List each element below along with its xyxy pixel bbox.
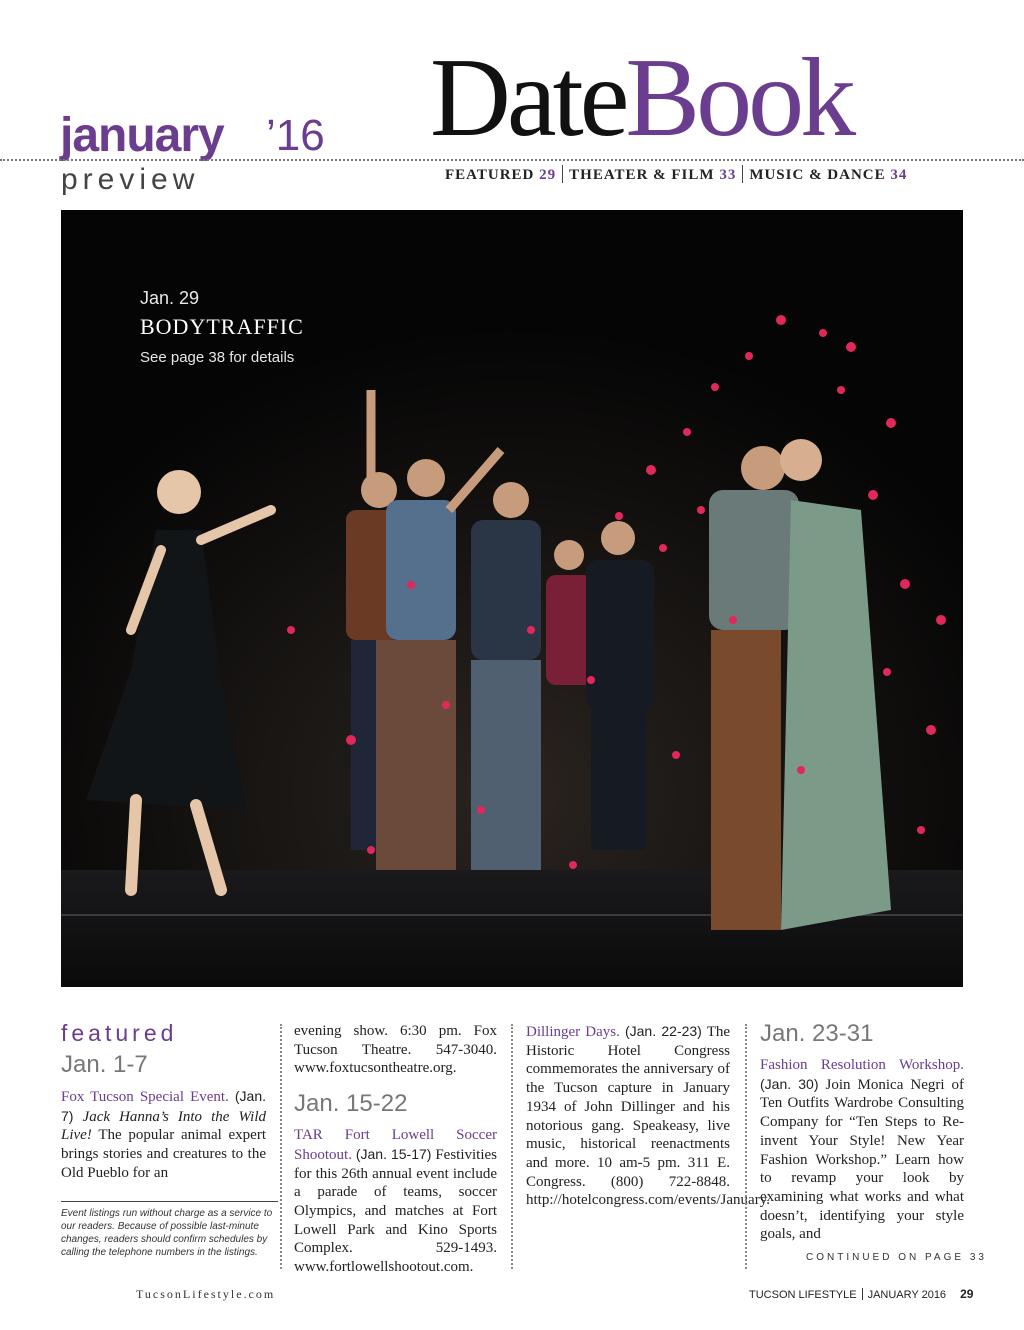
datebook-logo xyxy=(430,36,853,160)
section-heading: featured xyxy=(61,1020,178,1046)
event-listing: Dillinger Days. (Jan. 22-23) The Historic Hotel Congress commemorates the anniversary of the Tucson capture in January 1934 of John Dillinger and his notorious gang. Speakeasy, live music, historical reenactments and more. 10 am-5 pm. 311 E. Congress. (800) 722-8848. http://hotelcongress.com/events/January. xyxy=(526,1023,770,1209)
issue-date: JANUARY 2016 xyxy=(867,1289,947,1301)
event-title: Dillinger Days. xyxy=(526,1024,620,1040)
column-featured xyxy=(61,1022,266,1183)
event-title: Fox Tucson Special Event. xyxy=(61,1089,229,1105)
event-title: Fashion Resolution Workshop. xyxy=(760,1057,964,1073)
logo-date-word: Date xyxy=(430,36,626,160)
continued-note: CONTINUED ON PAGE 33 xyxy=(806,1252,987,1263)
page-number: 29 xyxy=(960,1287,974,1301)
date-heading: Jan. 15-22 xyxy=(294,1090,408,1118)
column-divider xyxy=(511,1024,513,1269)
column-divider xyxy=(280,1024,282,1269)
photo-caption-title: BODYTRAFFIC xyxy=(140,314,304,339)
event-title: TAR Fort Lowell Soccer Shootout. xyxy=(294,1127,497,1163)
event-continuation: evening show. 6:30 pm. Fox Tucson Theatre. 547-3040. www.foxtucsontheatre.org. xyxy=(294,1023,497,1077)
event-listing: Fox Tucson Special Event. (Jan. 7) Jack Hanna’s Into the Wild Live! The popular animal expert brings stories and creatures to the Old Pueblo for an xyxy=(61,1088,267,1181)
date-heading: Jan. 1-7 xyxy=(61,1051,148,1078)
photo-caption-date: Jan. 29 xyxy=(140,288,200,308)
section-index xyxy=(445,165,907,184)
month-title: january xyxy=(60,109,224,162)
column-4 xyxy=(760,1022,964,1244)
folio xyxy=(749,1287,973,1301)
listings-disclaimer: Event listings run without charge as a service to our readers. Because of possible last-minute changes, readers should confirm schedules by calling the telephone numbers in the listings. xyxy=(61,1208,273,1258)
magazine-name: TUCSON LIFESTYLE xyxy=(749,1289,857,1301)
folio-separator xyxy=(862,1288,863,1300)
column-divider xyxy=(745,1024,747,1269)
column-3 xyxy=(526,1022,770,1210)
toc-theater-film[interactable]: THEATER & FILM 33 xyxy=(569,167,737,183)
event-listing: Fashion Resolution Workshop. (Jan. 30) Join Monica Negri of Ten Outfits Wardrobe Consulting Company for “Ten Steps to Re-invent Your Style! New Year Fashion Workshop.” Learn how to revamp your look by examining what works and what doesn’t, identifying your style goals, and xyxy=(760,1057,965,1243)
toc-separator xyxy=(562,165,563,183)
disclaimer-divider xyxy=(61,1201,278,1202)
toc-featured[interactable]: FEATURED 29 xyxy=(445,167,557,183)
date-heading: Jan. 23-31 xyxy=(760,1020,874,1047)
toc-music-dance[interactable]: MUSIC & DANCE 34 xyxy=(749,167,908,183)
featured-photo xyxy=(61,210,963,987)
column-2 xyxy=(294,1022,497,1277)
website-footer[interactable]: TucsonLifestyle.com xyxy=(136,1287,276,1301)
year-title: ’16 xyxy=(266,111,325,160)
logo-book-word: Book xyxy=(625,36,853,160)
event-listing: TAR Fort Lowell Soccer Shootout. (Jan. 15-17) Festivities for this 26th annual event include a parade of teams, soccer Olympics, and matches at Fort Lowell Park and Kino Sports Complex. 529-1493. www.fortlowellshootout.com. xyxy=(294,1127,498,1276)
preview-subtitle: preview xyxy=(61,163,200,196)
toc-separator xyxy=(742,165,743,183)
photo-caption-note: See page 38 for details xyxy=(140,349,295,366)
